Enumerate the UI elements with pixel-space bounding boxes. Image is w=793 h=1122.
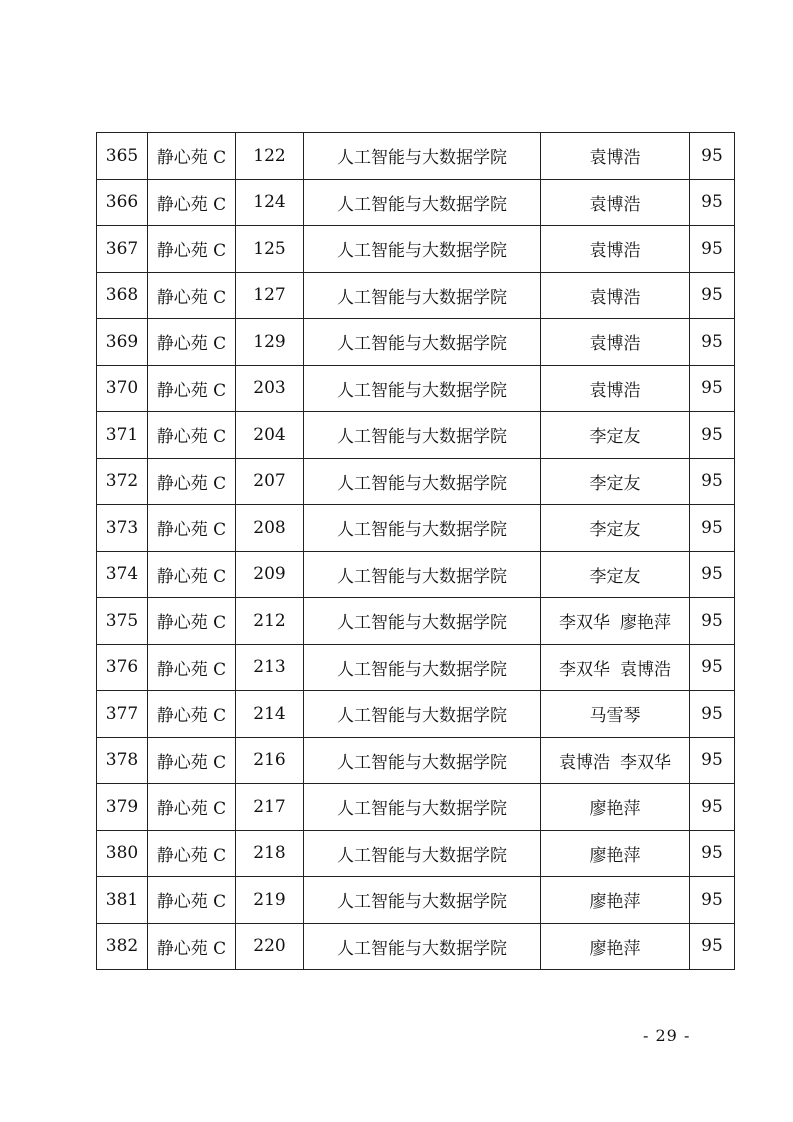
college-cell: 人工智能与大数据学院 (304, 365, 541, 412)
score-cell: 95 (690, 179, 735, 226)
table-row (97, 551, 735, 598)
table-row (97, 272, 735, 319)
college-cell: 人工智能与大数据学院 (304, 319, 541, 366)
teacher-name: 袁博浩 (589, 241, 641, 262)
score-cell: 95 (690, 365, 735, 412)
row-number-cell: 376 (97, 644, 148, 691)
room-cell: 207 (236, 458, 304, 505)
room-cell: 208 (236, 505, 304, 552)
row-number-cell: 382 (97, 923, 148, 970)
teacher-name: 袁博浩 (620, 659, 671, 680)
teacher-name: 廖艳萍 (620, 613, 671, 634)
row-number-cell: 375 (97, 598, 148, 645)
teacher-name: 李双华 (559, 659, 610, 680)
score-cell: 95 (690, 133, 735, 180)
college-cell: 人工智能与大数据学院 (304, 133, 541, 180)
page-number: - 29 - (643, 1026, 691, 1045)
building-cell: 静心苑 C (148, 365, 236, 412)
teacher-cell (541, 830, 690, 877)
building-cell: 静心苑 C (148, 784, 236, 831)
table-row (97, 319, 735, 366)
score-cell: 95 (690, 877, 735, 924)
teacher-name: 廖艳萍 (589, 799, 641, 820)
room-cell: 122 (236, 133, 304, 180)
row-number-cell: 366 (97, 179, 148, 226)
teacher-name: 廖艳萍 (589, 892, 641, 913)
teacher-name: 李双华 (620, 752, 671, 773)
teacher-cell (541, 179, 690, 226)
college-cell: 人工智能与大数据学院 (304, 272, 541, 319)
building-cell: 静心苑 C (148, 598, 236, 645)
building-cell: 静心苑 C (148, 830, 236, 877)
building-cell: 静心苑 C (148, 877, 236, 924)
college-cell: 人工智能与大数据学院 (304, 226, 541, 273)
building-cell: 静心苑 C (148, 644, 236, 691)
teacher-name: 李定友 (589, 520, 641, 541)
teacher-cell (541, 644, 690, 691)
room-cell: 212 (236, 598, 304, 645)
college-cell: 人工智能与大数据学院 (304, 923, 541, 970)
row-number-cell: 365 (97, 133, 148, 180)
row-number-cell: 378 (97, 737, 148, 784)
score-cell: 95 (690, 691, 735, 738)
college-cell: 人工智能与大数据学院 (304, 691, 541, 738)
teacher-name: 廖艳萍 (589, 938, 641, 959)
teacher-name: 袁博浩 (589, 287, 641, 308)
building-cell: 静心苑 C (148, 551, 236, 598)
room-cell: 213 (236, 644, 304, 691)
room-cell: 129 (236, 319, 304, 366)
table-row (97, 458, 735, 505)
building-cell: 静心苑 C (148, 737, 236, 784)
college-cell: 人工智能与大数据学院 (304, 412, 541, 459)
room-cell: 204 (236, 412, 304, 459)
building-cell: 静心苑 C (148, 272, 236, 319)
college-cell: 人工智能与大数据学院 (304, 505, 541, 552)
teacher-name: 李定友 (589, 473, 641, 494)
building-cell: 静心苑 C (148, 226, 236, 273)
room-cell: 220 (236, 923, 304, 970)
teacher-cell (541, 505, 690, 552)
row-number-cell: 371 (97, 412, 148, 459)
table-row (97, 830, 735, 877)
score-cell: 95 (690, 737, 735, 784)
building-cell: 静心苑 C (148, 319, 236, 366)
row-number-cell: 368 (97, 272, 148, 319)
teacher-name: 李定友 (589, 566, 641, 587)
score-cell: 95 (690, 551, 735, 598)
building-cell: 静心苑 C (148, 133, 236, 180)
teacher-cell (541, 133, 690, 180)
college-cell: 人工智能与大数据学院 (304, 784, 541, 831)
teacher-cell (541, 598, 690, 645)
score-cell: 95 (690, 598, 735, 645)
teacher-cell (541, 365, 690, 412)
room-cell: 127 (236, 272, 304, 319)
teacher-name: 袁博浩 (589, 380, 641, 401)
teacher-name: 马雪琴 (589, 706, 641, 727)
room-cell: 217 (236, 784, 304, 831)
teacher-cell (541, 319, 690, 366)
teacher-cell (541, 458, 690, 505)
teacher-name: 袁博浩 (589, 148, 641, 169)
room-cell: 216 (236, 737, 304, 784)
table-row (97, 691, 735, 738)
college-cell: 人工智能与大数据学院 (304, 179, 541, 226)
table-row (97, 737, 735, 784)
room-cell: 124 (236, 179, 304, 226)
score-cell: 95 (690, 226, 735, 273)
building-cell: 静心苑 C (148, 412, 236, 459)
score-cell: 95 (690, 319, 735, 366)
row-number-cell: 369 (97, 319, 148, 366)
building-cell: 静心苑 C (148, 505, 236, 552)
teacher-cell (541, 412, 690, 459)
room-cell: 125 (236, 226, 304, 273)
score-cell: 95 (690, 830, 735, 877)
teacher-name: 李双华 (559, 613, 610, 634)
row-number-cell: 373 (97, 505, 148, 552)
table-row (97, 226, 735, 273)
table-row (97, 505, 735, 552)
table-row (97, 412, 735, 459)
table-body (97, 133, 735, 970)
college-cell: 人工智能与大数据学院 (304, 737, 541, 784)
score-cell: 95 (690, 412, 735, 459)
row-number-cell: 374 (97, 551, 148, 598)
college-cell: 人工智能与大数据学院 (304, 830, 541, 877)
table-row (97, 598, 735, 645)
teacher-name: 袁博浩 (589, 194, 641, 215)
table-row (97, 644, 735, 691)
college-cell: 人工智能与大数据学院 (304, 598, 541, 645)
teacher-cell (541, 226, 690, 273)
table-row (97, 784, 735, 831)
teacher-cell (541, 784, 690, 831)
table-row (97, 133, 735, 180)
row-number-cell: 379 (97, 784, 148, 831)
score-cell: 95 (690, 458, 735, 505)
teacher-cell (541, 923, 690, 970)
room-cell: 209 (236, 551, 304, 598)
teacher-cell (541, 737, 690, 784)
building-cell: 静心苑 C (148, 458, 236, 505)
teacher-name: 袁博浩 (589, 334, 641, 355)
dormitory-score-table (96, 132, 735, 970)
score-cell: 95 (690, 505, 735, 552)
score-cell: 95 (690, 272, 735, 319)
row-number-cell: 367 (97, 226, 148, 273)
teacher-name: 廖艳萍 (589, 845, 641, 866)
college-cell: 人工智能与大数据学院 (304, 877, 541, 924)
row-number-cell: 377 (97, 691, 148, 738)
teacher-name: 袁博浩 (559, 752, 610, 773)
table-row (97, 365, 735, 412)
college-cell: 人工智能与大数据学院 (304, 644, 541, 691)
teacher-name: 李定友 (589, 427, 641, 448)
building-cell: 静心苑 C (148, 691, 236, 738)
room-cell: 218 (236, 830, 304, 877)
row-number-cell: 380 (97, 830, 148, 877)
room-cell: 203 (236, 365, 304, 412)
row-number-cell: 381 (97, 877, 148, 924)
score-cell: 95 (690, 644, 735, 691)
room-cell: 219 (236, 877, 304, 924)
table-row (97, 877, 735, 924)
teacher-cell (541, 877, 690, 924)
score-cell: 95 (690, 784, 735, 831)
college-cell: 人工智能与大数据学院 (304, 458, 541, 505)
score-cell: 95 (690, 923, 735, 970)
table-row (97, 179, 735, 226)
building-cell: 静心苑 C (148, 179, 236, 226)
teacher-cell (541, 691, 690, 738)
row-number-cell: 372 (97, 458, 148, 505)
room-cell: 214 (236, 691, 304, 738)
table-row (97, 923, 735, 970)
building-cell: 静心苑 C (148, 923, 236, 970)
teacher-cell (541, 272, 690, 319)
college-cell: 人工智能与大数据学院 (304, 551, 541, 598)
row-number-cell: 370 (97, 365, 148, 412)
teacher-cell (541, 551, 690, 598)
